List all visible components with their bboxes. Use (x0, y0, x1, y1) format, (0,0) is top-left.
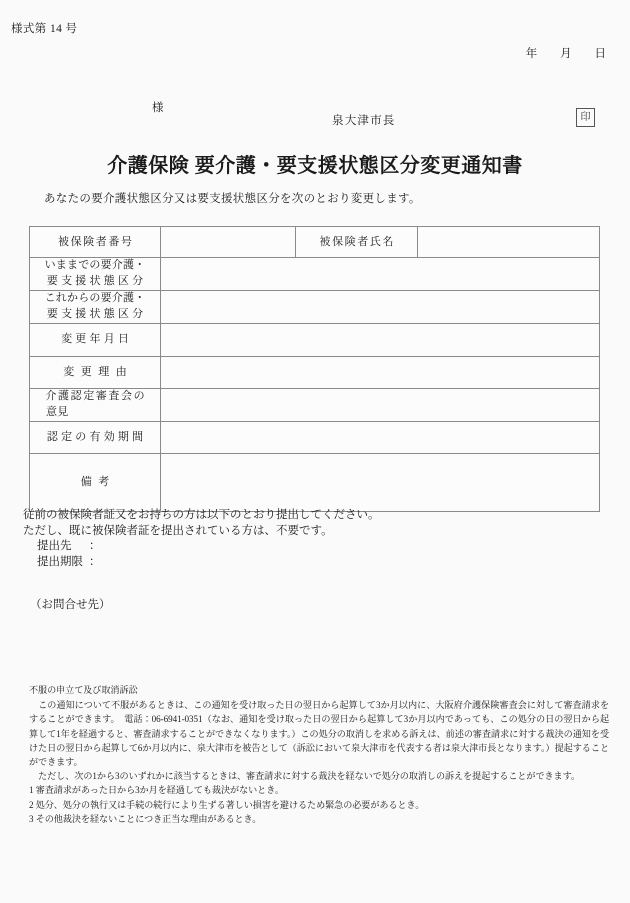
table-row (30, 227, 600, 258)
legal-notice (29, 683, 609, 826)
review-board-opinion-label: 介護認定審査会の 意見 (30, 388, 161, 421)
change-date-label: 変更年月日 (30, 323, 161, 356)
insured-name-value[interactable] (418, 227, 600, 258)
current-care-level-label: いままでの要介護・ 要支援状態区分 (30, 258, 161, 291)
table-row (30, 290, 600, 323)
new-care-level-label: これからの要介護・ 要支援状態区分 (30, 290, 161, 323)
insured-name-label: 被保険者氏名 (296, 227, 418, 258)
validity-period-label: 認定の有効期間 (30, 421, 161, 453)
review-board-opinion-value[interactable] (161, 388, 600, 421)
table-row (30, 258, 600, 291)
contact-heading: （お問合せ先） (30, 599, 111, 611)
legal-paragraph-2: ただし、次の1から3のいずれかに該当するときは、審査請求に対する裁決を経ないで処分の取消しの訴えを提起することができます。 (38, 771, 580, 782)
deadline-label: 提出期限 (37, 555, 83, 568)
table-row (30, 421, 600, 453)
date-line (526, 45, 606, 61)
intro-sentence: あなたの要介護状態区分又は要支援状態区分を次のとおり変更します。 (44, 193, 421, 205)
remarks-value[interactable] (161, 453, 600, 511)
submit-to-row (23, 539, 380, 555)
remarks-label: 備考 (30, 453, 161, 511)
submission-note-line2: ただし、既に被保険者証を提出されている方は、不要です。 (23, 524, 333, 537)
table-row (30, 356, 600, 388)
change-date-value[interactable] (161, 323, 600, 356)
change-reason-label: 変更理由 (30, 356, 161, 388)
legal-paragraph-1: この通知について不服があるときは、この通知を受け取った日の翌日から起算して3か月以内に、大阪府介護保険審査会に対して審査請求をすることができます。 電話：06-6941-0351（なお、通知を受け取った日の翌日から起算して3か月以内であっても、この処分の日の翌日から起算して1年を経過すると、審査請求することができなくなります。）この処分の取消しを求める訴えは、前述の審査請求に対する裁決の通知を受けた日の翌日から起算して6か月以内に、泉大津市を被告として（訴訟において泉大津市を代表する者は泉大津市長となります。）提起することができます。 (29, 700, 609, 768)
form-number: 様式第 14 号 (11, 23, 78, 35)
deadline-value: ： (89, 555, 101, 568)
seal-stamp-box: 印 (576, 108, 595, 127)
notification-table (29, 226, 600, 512)
legal-heading: 不服の申立て及び取消訴訟 (29, 685, 138, 695)
date-year-label: 年 (525, 48, 538, 60)
submission-note-line1: 従前の被保険者証又をお持ちの方は以下のとおり提出してください。 (23, 509, 380, 521)
table-row (30, 453, 600, 511)
date-day-label: 日 (594, 48, 606, 60)
new-care-level-value[interactable] (161, 290, 600, 323)
deadline-row (23, 555, 380, 571)
insured-number-value[interactable] (161, 227, 296, 258)
insured-number-label: 被保険者番号 (30, 227, 161, 258)
legal-item-3: 3 その他裁決を経ないことにつき正当な理由があるとき。 (29, 813, 262, 824)
date-month-label: 月 (560, 48, 572, 60)
submission-notes (23, 508, 380, 570)
addressee-honorific: 様 (152, 102, 164, 114)
current-care-level-value[interactable] (161, 258, 600, 291)
submit-to-value: ： (89, 540, 101, 552)
validity-period-value[interactable] (161, 421, 600, 453)
legal-item-2: 2 処分、処分の執行又は手続の続行により生ずる著しい損害を避けるため緊急の必要があるとき。 (29, 799, 425, 810)
legal-item-1: 1 審査請求があった日から3か月を経過しても裁決がないとき。 (29, 785, 284, 796)
table-row (30, 388, 600, 421)
change-reason-value[interactable] (161, 356, 600, 388)
page-title: 介護保険 要介護・要支援状態区分変更通知書 (107, 155, 523, 177)
table-row (30, 323, 600, 356)
submit-to-label: 提出先 (37, 540, 72, 552)
issuer-name: 泉大津市長 (332, 115, 396, 127)
